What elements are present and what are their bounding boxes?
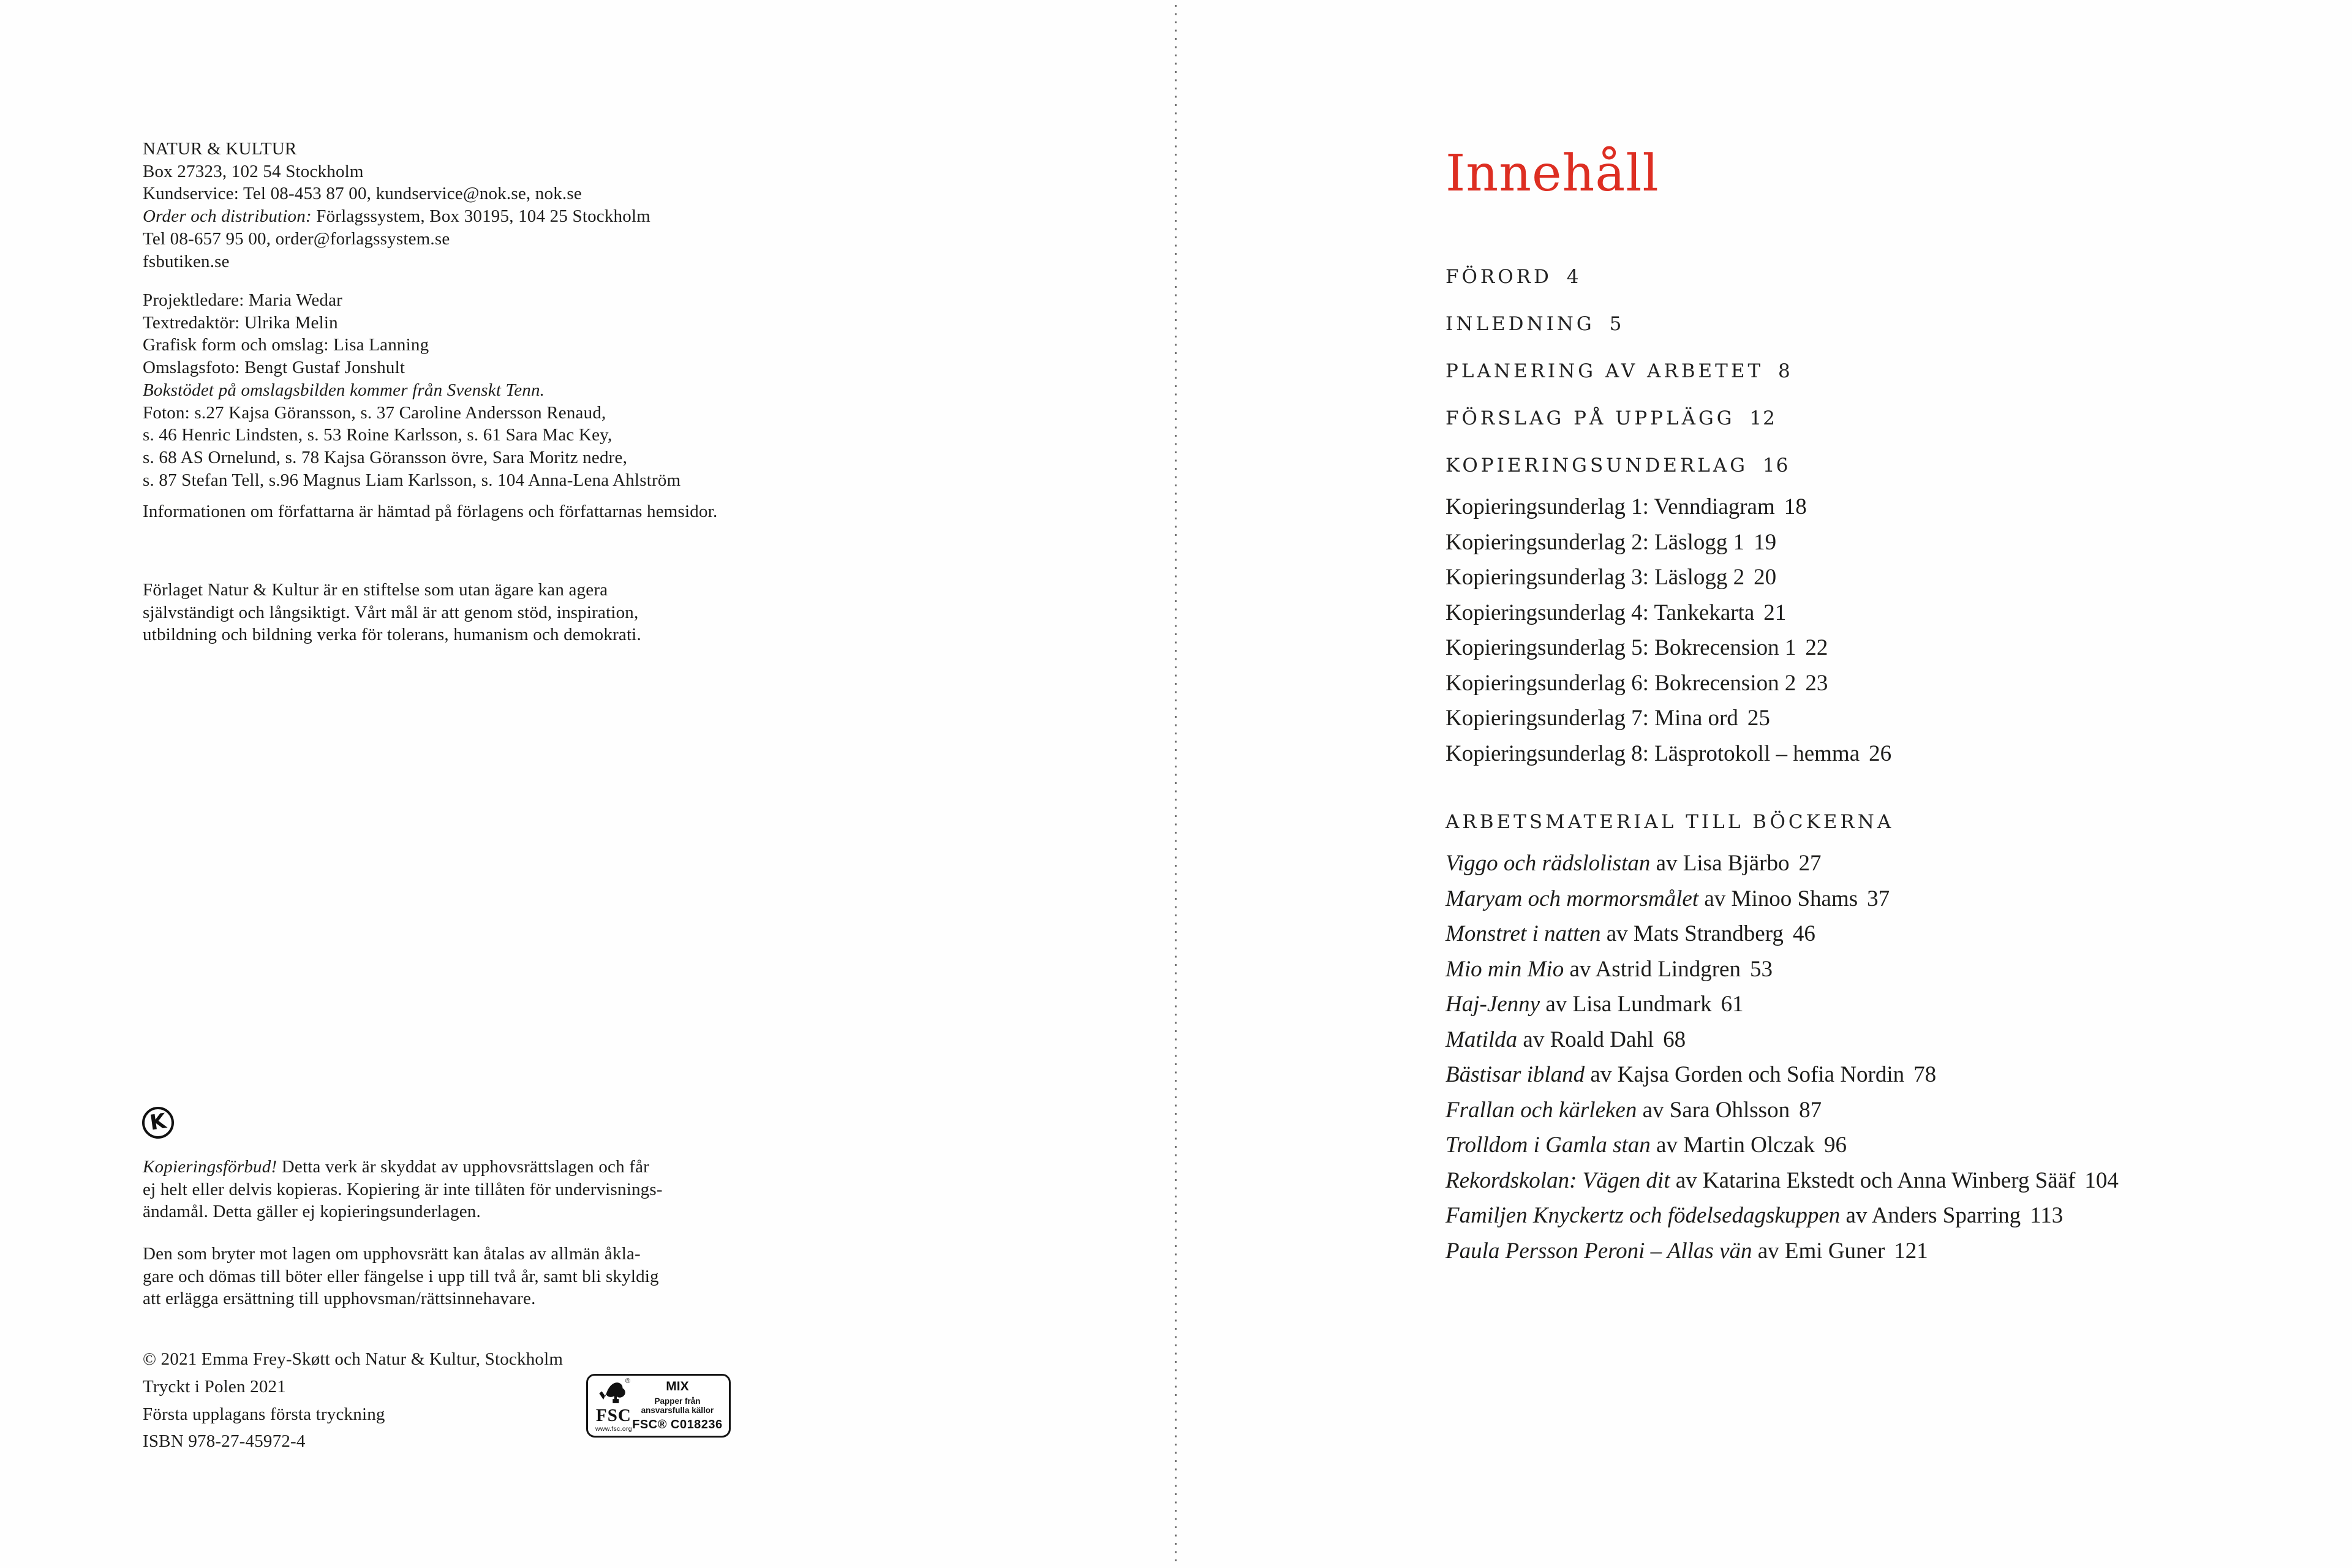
toc-page-number: 21 [1763,600,1787,625]
toc-entry: Matilda av Roald Dahl 68 [1446,1027,1686,1052]
toc-page-number: 96 [1823,1133,1847,1158]
toc-entry: Kopieringsunderlag 1: Venndiagram 18 [1446,494,1807,519]
toc-entry: Viggo och rädslolistan av Lisa Bjärbo 27 [1446,851,1822,876]
text-line: Box 27323, 102 54 Stockholm [143,161,364,181]
text-line: Tryckt i Polen 2021 [143,1376,286,1396]
toc-entry: Kopieringsunderlag 6: Bokrecension 2 23 [1446,670,1828,696]
copy-prohibition-notice [143,1156,663,1223]
toc-title: Innehåll [1446,145,1659,203]
toc-page-number: 27 [1798,851,1822,876]
text-line: s. 87 Stefan Tell, s.96 Magnus Liam Karlsson, s. 104 Anna-Lena Ahlström [143,470,681,490]
toc-page-number: 22 [1805,635,1828,660]
toc-page-number: 61 [1721,992,1744,1017]
fsc-mix-label: MIX [666,1379,689,1394]
toc-entry: Kopieringsunderlag 3: Läslogg 2 20 [1446,565,1777,590]
fsc-url: www.fsc.org [595,1425,632,1433]
toc-page-number: 26 [1869,741,1892,766]
toc-list [1446,254,2291,1268]
text-line: utbildning och bildning verka för tolerans, humanism och demokrati. [143,625,641,645]
toc-page-number: 16 [1762,454,1790,477]
text-line: gare och dömas till böter eller fängelse i upp till två år, samt bli skyldig [143,1266,659,1286]
fsc-registered-mark: ® [625,1377,630,1385]
fsc-tree-icon [596,1379,631,1406]
toc-page-number: 46 [1792,921,1815,946]
copy-prohibition-k-icon: K [142,1107,174,1139]
text-line: Kopieringsförbud! Detta verk är skyddat av upphovsrättslagen och får [143,1157,650,1177]
text-line: Omslagsfoto: Bengt Gustaf Jonshult [143,358,405,378]
toc-page-number: 20 [1754,565,1777,590]
toc-entry: Monstret i natten av Mats Strandberg 46 [1446,921,1815,946]
text-line: Förlaget Natur & Kultur är en stiftelse som utan ägare kan agera [143,580,608,600]
fsc-text-column [632,1379,723,1431]
toc-page-number: 18 [1784,494,1807,519]
edition-copyright-block [143,1346,563,1455]
toc-page-number: 5 [1609,313,1623,335]
toc-entry: Kopieringsunderlag 5: Bokrecension 1 22 [1446,635,1828,660]
fsc-logo-column [595,1379,632,1433]
toc-entry: Paula Persson Peroni – Allas vän av Emi Guner 121 [1446,1238,1928,1264]
toc-page-number: 23 [1805,670,1828,696]
toc-entry: Kopieringsunderlag 7: Mina ord 25 [1446,706,1770,731]
toc-chapter: KOPIERINGSUNDERLAG 16 [1446,454,1790,477]
toc-page-number: 4 [1566,266,1580,288]
fsc-certification-label [586,1374,731,1438]
toc-page-number: 78 [1913,1062,1937,1087]
toc-entry: Maryam och mormorsmålet av Minoo Shams 37 [1446,886,1890,911]
copyright-penalty-notice [143,1243,659,1310]
toc-entry: Kopieringsunderlag 2: Läslogg 1 19 [1446,529,1777,555]
foundation-statement [143,579,641,646]
text-line: Projektledare: Maria Wedar [143,290,343,310]
toc-entry: Rekordskolan: Vägen dit av Katarina Ekstedt och Anna Winberg Sääf 104 [1446,1167,2119,1193]
text-line: Tel 08-657 95 00, order@forlagssystem.se [143,228,450,249]
toc-page-number: 53 [1749,956,1773,982]
text-line: Foton: s.27 Kajsa Göransson, s. 37 Caroline Andersson Renaud, [143,402,606,423]
text-line: självständigt och långsiktigt. Vårt mål är att genom stöd, inspiration, [143,602,639,622]
text-line: NATUR & KULTUR [143,139,297,159]
text-line: Grafisk form och omslag: Lisa Lanning [143,335,429,355]
toc-page-number: 87 [1799,1097,1822,1123]
toc-entry: Familjen Knyckertz och födelsedagskuppen av Anders Sparring 113 [1446,1203,2064,1228]
toc-page-number: 12 [1749,407,1776,429]
toc-page-number: 25 [1747,706,1770,731]
toc-entry: Bästisar ibland av Kajsa Gorden och Sofia Nordin 78 [1446,1062,1937,1087]
text-line: Bokstödet på omslagsbilden kommer från Svenskt Tenn. [143,380,545,400]
toc-page-number: 8 [1777,360,1792,382]
text-line: Order och distribution: Förlagssystem, Box 30195, 104 25 Stockholm [143,206,650,227]
toc-entry: Trolldom i Gamla stan av Martin Olczak 96 [1446,1133,1847,1158]
toc-entry: Kopieringsunderlag 4: Tankekarta 21 [1446,600,1787,625]
toc-entry: Haj-Jenny av Lisa Lundmark 61 [1446,992,1744,1017]
toc-chapter: FÖRORD 4 [1446,266,1580,288]
credits-block [143,289,680,491]
text-line: Textredaktör: Ulrika Melin [143,312,338,333]
right-page-toc [1446,147,2291,1268]
fsc-license-code: FSC® C018236 [632,1417,723,1431]
toc-chapter: FÖRSLAG PÅ UPPLÄGG 12 [1446,407,1776,429]
text-line: © 2021 Emma Frey-Skøtt och Natur & Kultur, Stockholm [143,1349,564,1369]
toc-page-number: 19 [1754,529,1777,555]
fsc-source-line1: Papper från [654,1396,701,1406]
authors-info-note [143,500,717,523]
toc-entry: Kopieringsunderlag 8: Läsprotokoll – hemma 26 [1446,741,1892,766]
toc-page-number: 121 [1894,1238,1928,1264]
text-line: Första upplagans första tryckning [143,1404,385,1424]
toc-page-number: 104 [2084,1167,2119,1193]
toc-chapter: ARBETSMATERIAL TILL BÖCKERNA [1446,811,1894,833]
toc-page-number: 68 [1663,1027,1686,1052]
text-line: s. 46 Henric Lindsten, s. 53 Roine Karlsson, s. 61 Sara Mac Key, [143,425,612,445]
toc-page-number: 37 [1867,886,1890,911]
publisher-address-block [143,138,650,273]
page-gutter-divider [1175,5,1177,1564]
toc-entry: Frallan och kärleken av Sara Ohlsson 87 [1446,1097,1822,1123]
toc-entry: Mio min Mio av Astrid Lindgren 53 [1446,956,1773,982]
fsc-logo-word: FSC [596,1405,631,1425]
fsc-source-line2: ansvarsfulla källor [641,1406,714,1415]
text-line: s. 68 AS Ornelund, s. 78 Kajsa Göransson övre, Sara Moritz nedre, [143,447,628,467]
text-line: ändamål. Detta gäller ej kopieringsunderlagen. [143,1202,481,1222]
text-line: fsbutiken.se [143,251,230,271]
toc-page-number: 113 [2030,1203,2064,1228]
text-line: ej helt eller delvis kopieras. Kopiering är inte tillåten för undervisnings- [143,1179,663,1199]
text-line: Kundservice: Tel 08-453 87 00, kundservice@nok.se, nok.se [143,184,582,204]
text-line: ISBN 978-27-45972-4 [143,1431,306,1452]
toc-chapter: PLANERING AV ARBETET 8 [1446,360,1792,382]
text-line: Den som bryter mot lagen om upphovsrätt kan åtalas av allmän åkla- [143,1244,641,1264]
text-line: Informationen om författarna är hämtad på förlagens och författarnas hemsidor. [143,502,718,521]
text-line: att erlägga ersättning till upphovsman/rättsinnehavare. [143,1289,536,1309]
toc-chapter: INLEDNING 5 [1446,313,1623,335]
